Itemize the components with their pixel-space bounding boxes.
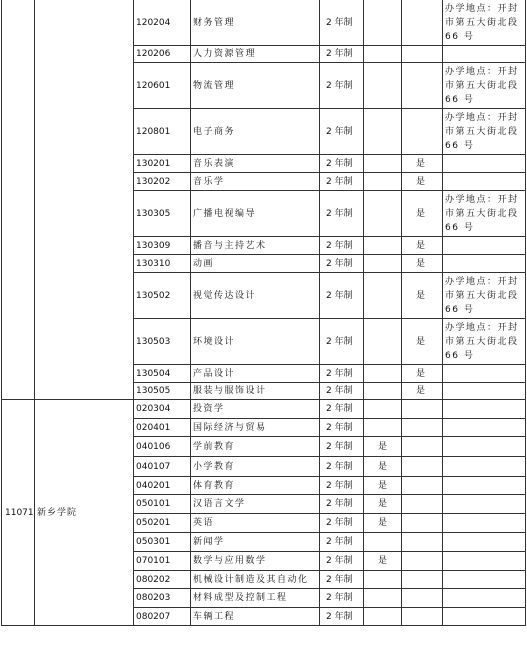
major-name: 国际经济与贸易 [191, 419, 320, 437]
study-duration: 2 年制 [320, 608, 364, 626]
major-code: 020304 [134, 400, 191, 419]
study-duration: 2 年制 [320, 457, 364, 477]
major-code: 050201 [134, 514, 191, 533]
flag-arts-exam [402, 419, 443, 437]
remark [443, 514, 526, 533]
flag-arts-exam: 是 [402, 191, 443, 237]
major-code: 120204 [134, 0, 191, 46]
major-code: 020401 [134, 419, 191, 437]
flag-teacher-training [364, 319, 402, 365]
remark [443, 457, 526, 477]
remark [443, 477, 526, 495]
study-duration: 2 年制 [320, 155, 364, 173]
remark [443, 552, 526, 571]
flag-arts-exam [402, 552, 443, 571]
major-name: 汉语言文学 [191, 495, 320, 514]
study-duration: 2 年制 [320, 552, 364, 571]
remark [443, 255, 526, 273]
remark [443, 437, 526, 457]
major-code: 120206 [134, 46, 191, 63]
flag-arts-exam: 是 [402, 319, 443, 365]
study-duration: 2 年制 [320, 495, 364, 514]
remark [443, 365, 526, 383]
study-duration: 2 年制 [320, 0, 364, 46]
flag-teacher-training [364, 237, 402, 255]
institution-code [2, 195, 5, 205]
flag-teacher-training: 是 [364, 514, 402, 533]
major-name: 英语 [191, 514, 320, 533]
flag-teacher-training [364, 255, 402, 273]
remark: 办学地点：开封市第五大街北段 66 号 [443, 109, 526, 155]
remark [443, 571, 526, 589]
flag-arts-exam: 是 [402, 155, 443, 173]
remark [443, 173, 526, 191]
major-name: 产品设计 [191, 365, 320, 383]
flag-teacher-training: 是 [364, 437, 402, 457]
study-duration: 2 年制 [320, 383, 364, 400]
flag-arts-exam [402, 400, 443, 419]
flag-teacher-training [364, 46, 402, 63]
study-duration: 2 年制 [320, 173, 364, 191]
study-duration: 2 年制 [320, 319, 364, 365]
major-code: 040201 [134, 477, 191, 495]
institution-name-cell [35, 0, 134, 400]
flag-arts-exam [402, 533, 443, 552]
remark [443, 383, 526, 400]
major-name: 体育教育 [191, 477, 320, 495]
major-name: 服装与服饰设计 [191, 383, 320, 400]
major-code: 130305 [134, 191, 191, 237]
major-name: 音乐学 [191, 173, 320, 191]
major-name: 学前教育 [191, 437, 320, 457]
flag-teacher-training: 是 [364, 552, 402, 571]
flag-arts-exam [402, 589, 443, 608]
major-name: 音乐表演 [191, 155, 320, 173]
major-code: 130202 [134, 173, 191, 191]
study-duration: 2 年制 [320, 63, 364, 109]
major-name: 小学教育 [191, 457, 320, 477]
study-duration: 2 年制 [320, 237, 364, 255]
flag-arts-exam [402, 457, 443, 477]
major-name: 财务管理 [191, 0, 320, 46]
study-duration: 2 年制 [320, 437, 364, 457]
flag-arts-exam [402, 46, 443, 63]
study-duration: 2 年制 [320, 419, 364, 437]
flag-teacher-training [364, 589, 402, 608]
flag-arts-exam [402, 514, 443, 533]
flag-arts-exam: 是 [402, 255, 443, 273]
study-duration: 2 年制 [320, 365, 364, 383]
table-row [2, 400, 526, 419]
flag-teacher-training: 是 [364, 495, 402, 514]
study-duration: 2 年制 [320, 46, 364, 63]
remark [443, 46, 526, 63]
institution-name: 新乡学院 [37, 507, 78, 518]
major-code: 050101 [134, 495, 191, 514]
study-duration: 2 年制 [320, 571, 364, 589]
flag-teacher-training [364, 419, 402, 437]
flag-arts-exam [402, 437, 443, 457]
institution-code: 11071 [5, 507, 34, 518]
flag-arts-exam: 是 [402, 383, 443, 400]
institution-name [35, 195, 37, 205]
flag-teacher-training [364, 571, 402, 589]
flag-arts-exam: 是 [402, 237, 443, 255]
flag-teacher-training [364, 400, 402, 419]
flag-teacher-training: 是 [364, 477, 402, 495]
flag-teacher-training [364, 109, 402, 155]
major-name: 车辆工程 [191, 608, 320, 626]
flag-arts-exam [402, 571, 443, 589]
study-duration: 2 年制 [320, 273, 364, 319]
institution-code-cell [2, 400, 35, 626]
major-code: 130503 [134, 319, 191, 365]
remark [443, 419, 526, 437]
major-code: 130309 [134, 237, 191, 255]
institution-name-cell [35, 400, 134, 626]
remark [443, 608, 526, 626]
major-code: 130310 [134, 255, 191, 273]
study-duration: 2 年制 [320, 109, 364, 155]
study-duration: 2 年制 [320, 400, 364, 419]
major-code: 130505 [134, 383, 191, 400]
flag-arts-exam [402, 0, 443, 46]
table-body [2, 0, 526, 626]
major-name: 播音与主持艺术 [191, 237, 320, 255]
flag-teacher-training [364, 173, 402, 191]
remark [443, 155, 526, 173]
major-code: 080202 [134, 571, 191, 589]
flag-teacher-training [364, 0, 402, 46]
remark [443, 533, 526, 552]
flag-teacher-training [364, 273, 402, 319]
remark: 办学地点：开封市第五大街北段 66 号 [443, 273, 526, 319]
study-duration: 2 年制 [320, 477, 364, 495]
major-name: 数学与应用数学 [191, 552, 320, 571]
major-table [1, 0, 526, 626]
major-name: 机械设计制造及其自动化 [191, 571, 320, 589]
flag-teacher-training [364, 533, 402, 552]
remark [443, 495, 526, 514]
study-duration: 2 年制 [320, 514, 364, 533]
flag-teacher-training [364, 383, 402, 400]
flag-arts-exam [402, 477, 443, 495]
study-duration: 2 年制 [320, 589, 364, 608]
institution-code-cell [2, 0, 35, 400]
remark: 办学地点：开封市第五大街北段 66 号 [443, 319, 526, 365]
flag-teacher-training [364, 191, 402, 237]
flag-arts-exam: 是 [402, 173, 443, 191]
flag-arts-exam [402, 608, 443, 626]
major-name: 视觉传达设计 [191, 273, 320, 319]
remark: 办学地点：开封市第五大街北段 66 号 [443, 191, 526, 237]
flag-arts-exam [402, 63, 443, 109]
major-name: 动画 [191, 255, 320, 273]
flag-arts-exam [402, 109, 443, 155]
remark [443, 400, 526, 419]
remark [443, 237, 526, 255]
major-code: 120601 [134, 63, 191, 109]
major-code: 050301 [134, 533, 191, 552]
major-code: 080207 [134, 608, 191, 626]
major-name: 广播电视编导 [191, 191, 320, 237]
table-row [2, 0, 526, 46]
flag-arts-exam: 是 [402, 365, 443, 383]
remark: 办学地点：开封市第五大街北段 66 号 [443, 63, 526, 109]
flag-teacher-training [364, 63, 402, 109]
major-name: 物流管理 [191, 63, 320, 109]
major-name: 人力资源管理 [191, 46, 320, 63]
flag-teacher-training [364, 608, 402, 626]
major-name: 投资学 [191, 400, 320, 419]
remark [443, 589, 526, 608]
major-code: 040106 [134, 437, 191, 457]
remark: 办学地点：开封市第五大街北段 66 号 [443, 0, 526, 46]
major-name: 电子商务 [191, 109, 320, 155]
major-name: 材料成型及控制工程 [191, 589, 320, 608]
major-code: 130502 [134, 273, 191, 319]
study-duration: 2 年制 [320, 533, 364, 552]
major-name: 环境设计 [191, 319, 320, 365]
study-duration: 2 年制 [320, 255, 364, 273]
major-name: 新闻学 [191, 533, 320, 552]
flag-teacher-training [364, 155, 402, 173]
major-code: 120801 [134, 109, 191, 155]
major-code: 070101 [134, 552, 191, 571]
major-code: 130504 [134, 365, 191, 383]
flag-arts-exam: 是 [402, 273, 443, 319]
flag-teacher-training [364, 365, 402, 383]
study-duration: 2 年制 [320, 191, 364, 237]
flag-arts-exam [402, 495, 443, 514]
flag-teacher-training: 是 [364, 457, 402, 477]
major-code: 040107 [134, 457, 191, 477]
major-code: 080203 [134, 589, 191, 608]
major-code: 130201 [134, 155, 191, 173]
